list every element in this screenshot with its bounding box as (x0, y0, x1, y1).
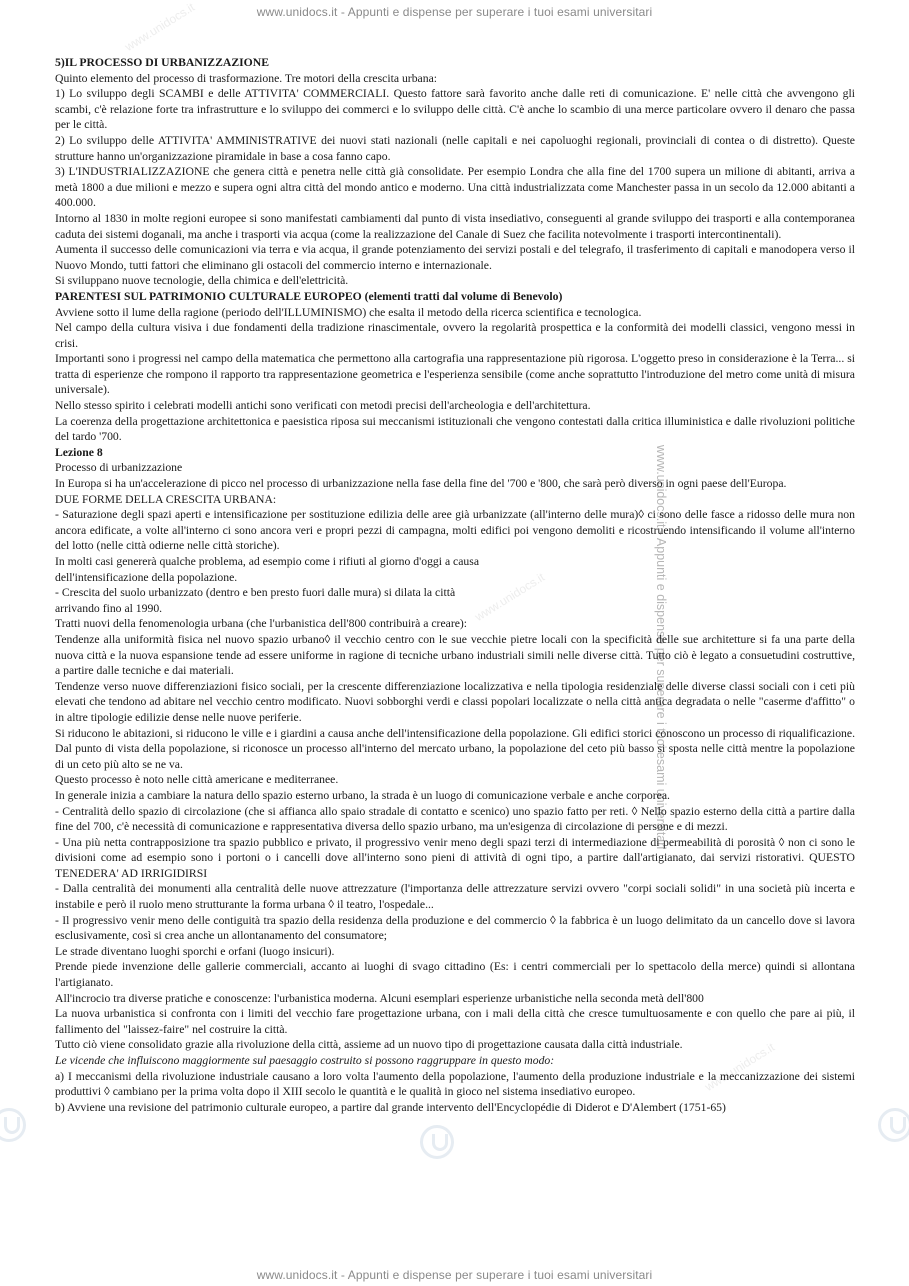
unidocs-logo-icon (878, 1108, 909, 1142)
paragraph: arrivando fino al 1990. (55, 601, 163, 615)
background-watermark: www.unidocs.it (122, 0, 198, 54)
italic-paragraph: Le vicende che influiscono maggiormente sul paesaggio costruito si possono raggruppare in questo modo: (55, 1054, 555, 1067)
list-item: - Dalla centralità dei monumenti alla centralità delle nuove attrezzature (l'importanza delle attrezzature servizi ovvero "corpi sociali solidi" in una società più incerta e instabile e però il ruolo meno strutturante la forma urbana ◊ il teatro, l'ospedale... (55, 882, 855, 912)
paragraph: Tendenze alla uniformità fisica nel nuovo spazio urbano◊ il vecchio centro con le sue vecchie pietre locali con la specificità delle sue architetture si fa una parte della nuova città e la nuova espansione tende ad essere uniforme in ragione di tecniche urbano industriali simili nelle diverse città. Tutto ciò è legato a consuetudini costruttive, a partire dalle tecniche e dai materiali. (55, 632, 855, 678)
paragraph: Avviene sotto il lume della ragione (periodo dell'ILLUMINISMO) che esalta il metodo della ricerca scientifica e tecnologica. (55, 305, 642, 319)
footer-watermark: www.unidocs.it - Appunti e dispense per superare i tuoi esami universitari (256, 1268, 653, 1282)
section-heading: 5)IL PROCESSO DI URBANIZZAZIONE (55, 56, 269, 69)
paragraph: Intorno al 1830 in molte regioni europee si sono manifestati cambiamenti dal punto di vista insediativo, conseguenti al grande sviluppo dei trasporti e alla contemporanea caduta dei sistemi doganali, ma anche i trasporti via acqua (come la realizzazione del Canale di Suez che facilita notevolmente i trasporti intercontinentali). (55, 211, 855, 241)
unidocs-logo-icon (0, 1108, 26, 1142)
paragraph: In molti casi genererà qualche problema, ad esempio come i rifiuti al giorno d'oggi a causa (55, 555, 480, 568)
paragraph: Nello stesso spirito i celebrati modelli antichi sono verificati con metodi precisi dell'archeologia e dell'architettura. (55, 399, 591, 413)
header-watermark: www.unidocs.it - Appunti e dispense per superare i tuoi esami universitari (256, 5, 653, 19)
paragraph: Importanti sono i progressi nel campo della matematica che permettono alla cartografia una rappresentazione più rigorosa. L'oggetto preso in considerazione è la Terra... si tratta di esperienze che rompono il rapporto tra rappresentazione geometrica e l'esperienza sensibile (come anche soprattutto l'introduzione del metro come unità di misura universale). (55, 352, 855, 397)
right-side-watermark: www.unidocs.it - Appunti e dispense per superare i tuoi esami universitari (654, 444, 669, 850)
section-heading: PARENTESI SUL PATRIMONIO CULTURALE EUROPEO (elementi tratti dal volume di Benevolo) (55, 289, 563, 303)
list-item: - Centralità dello spazio di circolazione (che si affianca allo spaio stradale di contatto e scenico) uno spazio fatto per reti. ◊ Nello spazio esterno della città a partire dalla fine del 700, c'è necessità di comunicazione e rappresentativa diversa dello spazio urbano, ma un'esigenza di circolazione di persone e di mezzi. (55, 804, 855, 834)
lesson-heading: Lezione 8 (55, 445, 103, 459)
paragraph: Prende piede invenzione delle gallerie commerciali, accanto ai luoghi di svago cittadino (Es: i centri commerciali per lo spettacolo della merce) quindi si allontana l'artigianato. (55, 960, 855, 990)
background-watermark: www.unidocs.it (472, 570, 548, 624)
list-item: - Crescita del suolo urbanizzato (dentro e ben presto fuori dalle mura) si dilata la città (55, 586, 456, 600)
paragraph: Si sviluppano nuove tecnologie, della chimica e dell'elettricità. (55, 274, 349, 288)
paragraph: Le strade diventano luoghi sporchi e orfani (luogo insicuri). (55, 944, 335, 958)
paragraph: All'incrocio tra diverse pratiche e conoscenze: l'urbanistica moderna. Alcuni esemplari esperienze urbanistiche nella seconda metà dell'800 (55, 991, 704, 1005)
paragraph: Processo di urbanizzazione (55, 461, 183, 475)
list-item: 2) Lo sviluppo delle ATTIVITA' AMMINISTRATIVE dei nuovi stati nazionali (nelle capitali e nei capoluoghi regionali, provinciali di contea o di distretto). Queste strutture hanno un'organizzazione piramidale in base a cosa fanno capo. (55, 133, 855, 163)
paragraph: Questo processo è noto nelle città americane e mediterranee. (55, 773, 339, 787)
paragraph: Aumenta il successo delle comunicazioni via terra e via acqua, il grande potenziamento dei servizi postali e del telegrafo, il trasferimento di capitali e manodopera verso il Nuovo Mondo, tutti fattori che eliminano gli ostacoli del commercio interno e internazionale. (55, 243, 855, 272)
paragraph: Quinto elemento del processo di trasformazione. Tre motori della crescita urbana: (55, 71, 438, 85)
paragraph: Tratti nuovi della fenomenologia urbana (che l'urbanistica dell'800 contribuirà a creare): (55, 617, 468, 631)
paragraph: La nuova urbanistica si confronta con i limiti del vecchio fare progettazione urbana, con i mali della città che cresce tumultuosamente e con quello che pare ai più, il fallimento del "laissez-faire" nel costruire la città. (55, 1007, 855, 1036)
document-body (55, 55, 855, 1115)
list-item: - Una più netta contrapposizione tra spazio pubblico e privato, il progressivo venir meno degli spazi terzi di intermediazione di permeabilità di porosità ◊ non ci sono le divisioni come ad esempio sono i portoni o i cancelli dove all'interno sono pieni di attività di ogni tipo, a partire dall'artigianato, dai servizi ristorativi. QUESTO TENEDERA' AD IRRIGIDIRSI (55, 835, 855, 880)
paragraph: La coerenza della progettazione architettonica e paesistica riposa sui meccanismi istituzionali che vengono contestati dalla critica illuministica e dalle rivoluzioni politiche del tardo '700. (55, 414, 855, 444)
list-item: a) I meccanismi della rivoluzione industriale causano a loro volta l'aumento della popolazione, l'aumento della produzione industriale e la meccanizzazione dei sistemi produttivi ◊ cambiano per la prima volta dopo il XIII secolo le quantità e le qualità in gioco nel sistema insediativo europeo. (55, 1069, 855, 1099)
list-item: b) Avviene una revisione del patrimonio culturale europeo, a partire dal grande intervento dell'Encyclopédie di Diderot e D'Alembert (1751-65) (55, 1100, 726, 1114)
paragraph: dell'intensificazione della popolazione. (55, 570, 238, 584)
list-item: 3) L'INDUSTRIALIZZAZIONE che genera città e penetra nelle città già consolidate. Per esempio Londra che alla fine del 1700 supera un milione di abitanti, arriva a metà 1800 a due milioni e mezzo e supera ogni altra città del mondo antico e moderno. Una città industrializzata come Manchester passa in un secolo da 12.000 abitanti a 400.000. (55, 165, 855, 210)
unidocs-logo-icon (420, 1125, 454, 1159)
paragraph: In Europa si ha un'accelerazione di picco nel processo di urbanizzazione nella fase della fine del '700 e '800, che sarà però diverso in ogni paese dell'Europa. (55, 477, 787, 491)
paragraph: Tendenze verso nuove differenziazioni fisico sociali, per la crescente differenziazione localizzativa e nella tipologia residenziale delle diverse classi sociali con i ceti più elevati che tendono ad abitare nel vecchio centro modificato. Nuovi sobborghi verdi e classi popolari localizzate o nella città antica degradata o nelle "caserme d'affitto" o in altre tipologie edilizie dense nelle nuove periferie. (55, 679, 855, 724)
background-watermark: www.unidocs.it (702, 1040, 778, 1094)
list-item: - Il progressivo venir meno delle contiguità tra spazio della residenza della produzione e del commercio ◊ la fabbrica è un luogo delimitato da un cancello dove si lavora esclusivamente, così si crea anche un allontanamento del consumatore; (55, 913, 855, 943)
list-item: - Saturazione degli spazi aperti e intensificazione per sostituzione edilizia delle aree già urbanizzate (all'interno delle mura)◊ ci sono delle fasce a ridosso delle mura non ancora edificate, a volte all'interno ci sono ancora veri e propri pezzi di campagna, molti edifici poi vengono demoliti e ricostruendo intensificando il volume all'interno del lotto (nelle città odierne nelle città storiche). (55, 508, 855, 553)
paragraph: Si riducono le abitazioni, si riducono le ville e i giardini a causa anche dell'intensificazione della popolazione. Gli edifici storici conoscono un processo di riqualificazione. Dal punto di vista della popolazione, si riconosce un processo all'interno del mercato urbano, la popolazione del ceto più basso si sposta nelle città mentre la popolazione di un ceto più alto se ne va. (55, 726, 855, 771)
paragraph: Tutto ciò viene consolidato grazie alla rivoluzione della città, assieme ad un nuovo tipo di progettazione causata dalla città industriale. (55, 1038, 683, 1052)
paragraph: In generale inizia a cambiare la natura dello spazio esterno urbano, la strada è un luogo di comunicazione verbale e anche corporea. (55, 788, 670, 802)
list-item: 1) Lo sviluppo degli SCAMBI e delle ATTIVITA' COMMERCIALI. Questo fattore sarà favorito anche dalle reti di comunicazione. E' nelle città che avvengono gli scambi, c'è relazione forte tra infrastrutture e lo sviluppo dei commerci e lo sviluppo delle città. C'è anche lo scambio di una merce particolare ovvero il denaro che passa per le città. (55, 87, 855, 132)
paragraph: DUE FORME DELLA CRESCITA URBANA: (55, 492, 277, 506)
paragraph: Nel campo della cultura visiva i due fondamenti della tradizione rinascimentale, ovvero la regolarità prospettica e la conformità dei modelli classici, vengono messi in crisi. (55, 321, 855, 350)
